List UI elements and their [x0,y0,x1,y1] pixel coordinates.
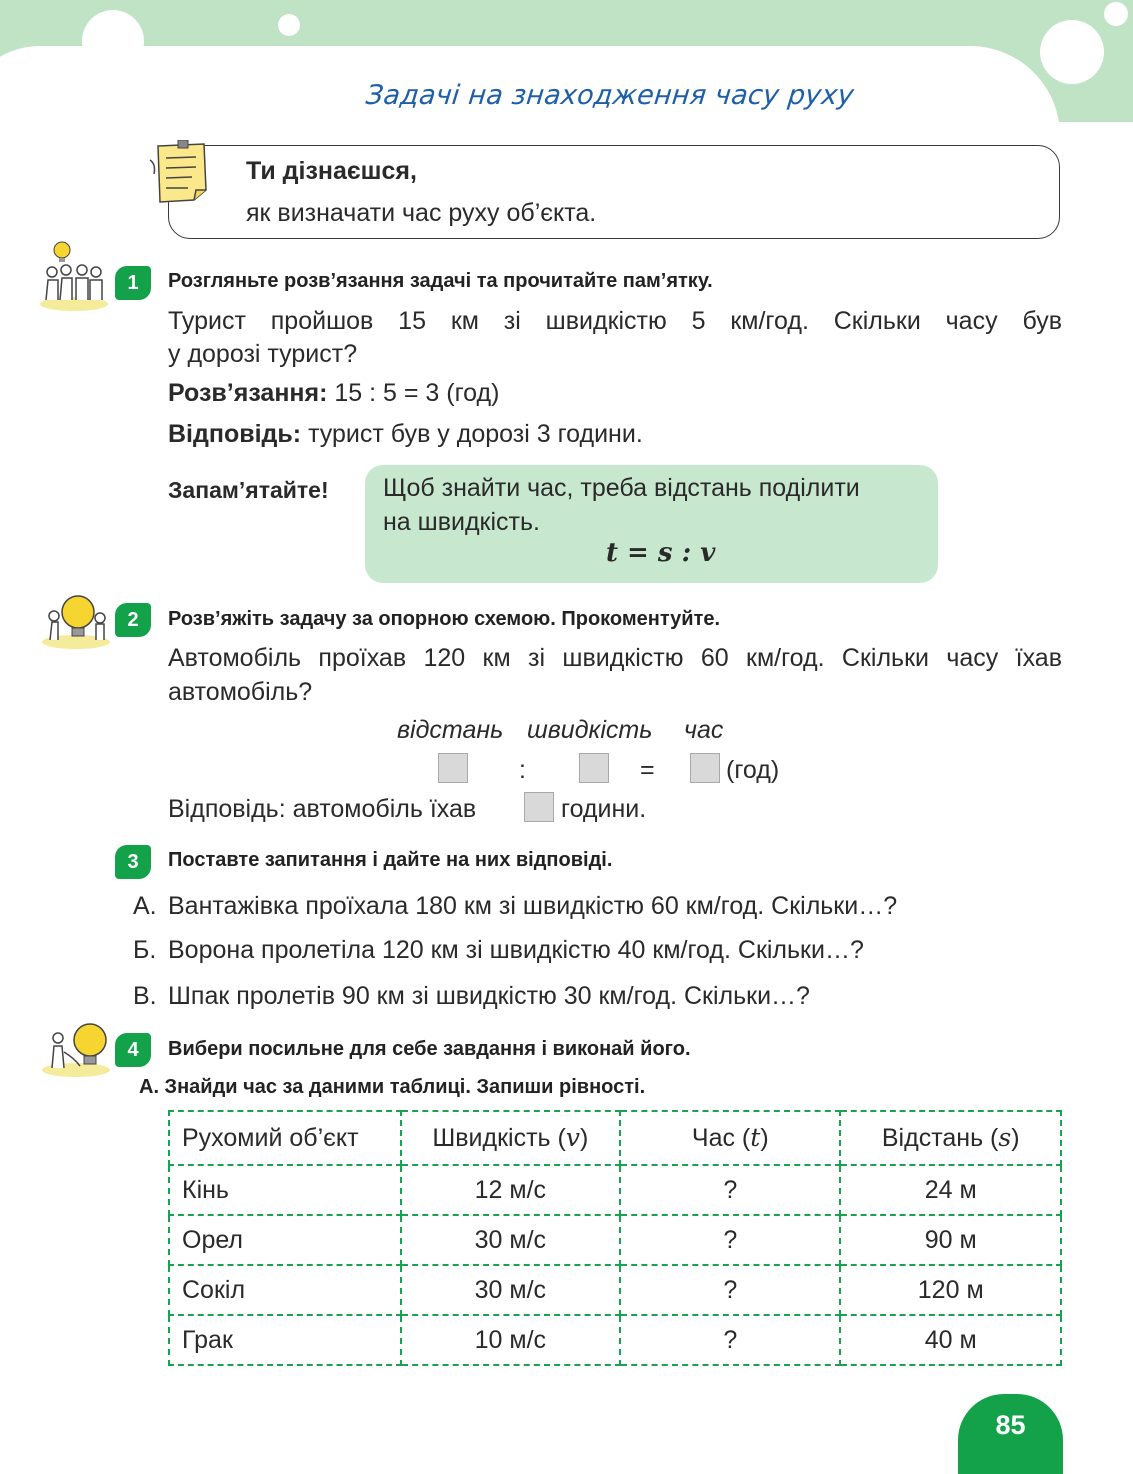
task-instruction: Вибери посильне для себе завдання і виконай його. [168,1038,691,1060]
task-instruction: Розв’яжіть задачу за опорною схемою. Прокоментуйте. [168,608,721,630]
decor-circle [1104,2,1128,26]
task-instruction: Розгляньте розв’язання задачі та прочитайте пам’ятку. [168,270,713,292]
table-cell: ? [620,1215,840,1265]
table-cell: Орел [169,1215,401,1265]
lightbulb-thinker-icon [40,1018,112,1078]
task-number-badge: 4 [115,1033,151,1067]
list-item: Вантажівка проїхала 180 км зі швидкістю 60 км/год. Скільки…? [168,892,898,920]
task-number-badge: 1 [115,266,151,300]
table-cell: 24 м [840,1165,1061,1215]
table-header-object: Рухомий об’єкт [169,1111,401,1165]
task-number-badge: 2 [115,603,151,637]
decor-circle [1040,20,1104,84]
answer-box-speed[interactable] [579,753,609,783]
scheme-label-time: час [684,716,724,744]
table-cell: ? [620,1265,840,1315]
task-number-badge: 3 [115,845,151,879]
problem-text: Турист пройшов 15 км зі швидкістю 5 км/год. Скільки часу був [168,307,1062,335]
answer-line [168,418,643,451]
scheme-equals: = [640,756,655,784]
table-row [169,1265,1061,1315]
page-title: Задачі на знаходження часу руху [364,80,856,111]
table-cell: 30 м/с [401,1265,621,1315]
answer-box-distance[interactable] [438,753,468,783]
table-cell: ? [620,1165,840,1215]
table-cell: 30 м/с [401,1215,621,1265]
decor-circle [82,10,144,72]
table-cell: 90 м [840,1215,1061,1265]
problem-text: у дорозі турист? [168,340,358,368]
list-item: Шпак пролетів 90 км зі швидкістю 30 км/год. Скільки…? [168,982,810,1010]
lightbulb-people-icon [40,592,112,650]
table-header-time: Час (t) [620,1111,840,1165]
table-cell: ? [620,1315,840,1365]
answer-prefix: Відповідь: автомобіль їхав [168,795,477,823]
table-header-distance: Відстань (s) [840,1111,1061,1165]
scheme-label-distance: відстань [397,716,504,744]
table-cell: Кінь [169,1165,401,1215]
table-header-row [169,1111,1061,1165]
task-subinstruction: А. Знайди час за даними таблиці. Запиши рівності. [139,1076,646,1098]
table-cell: 12 м/с [401,1165,621,1215]
data-table [168,1110,1062,1366]
remember-text: Щоб знайти час, треба відстань поділити [383,474,860,502]
sticky-note-icon [148,140,218,206]
formula: t = s : v [606,538,716,568]
table-cell: 10 м/с [401,1315,621,1365]
table-cell: 40 м [840,1315,1061,1365]
table-cell: Сокіл [169,1265,401,1315]
problem-text: автомобіль? [168,678,313,706]
list-item-letter: Б. [133,936,157,964]
answer-text: турист був у дорозі 3 години. [308,420,643,448]
scheme-colon: : [519,756,526,784]
table-header-speed: Швидкість (v) [401,1111,621,1165]
answer-box-hours[interactable] [524,792,554,822]
list-item: Ворона пролетіла 120 км зі швидкістю 40 км/год. Скільки…? [168,936,864,964]
solution-line [168,377,499,410]
table-row [169,1165,1061,1215]
table-cell: 120 м [840,1265,1061,1315]
table-row [169,1315,1061,1365]
list-item-letter: В. [133,982,157,1010]
scheme-unit: (год) [726,756,780,784]
learn-title: Ти дізнаєшся, [246,157,417,185]
table-cell: Грак [169,1315,401,1365]
solution-label: Розв’язання: [168,379,328,407]
answer-box-time[interactable] [690,753,720,783]
task-instruction: Поставте запитання і дайте на них відповіді. [168,849,613,871]
solution-text: 15 : 5 = 3 (год) [334,379,500,407]
table-row [169,1215,1061,1265]
remember-text: на швидкість. [383,508,540,536]
list-item-letter: А. [133,892,157,920]
group-lightbulb-icon [38,238,110,312]
remember-label: Запам’ятайте! [168,477,329,503]
problem-text: Автомобіль проїхав 120 км зі швидкістю 60 км/год. Скільки часу їхав [168,644,1062,672]
scheme-label-speed: швидкість [527,716,653,744]
answer-suffix: години. [561,795,647,823]
learn-text: як визначати час руху об’єкта. [246,199,597,227]
decor-circle [278,14,300,36]
page-number: 85 [958,1394,1063,1474]
answer-label: Відповідь: [168,420,302,448]
